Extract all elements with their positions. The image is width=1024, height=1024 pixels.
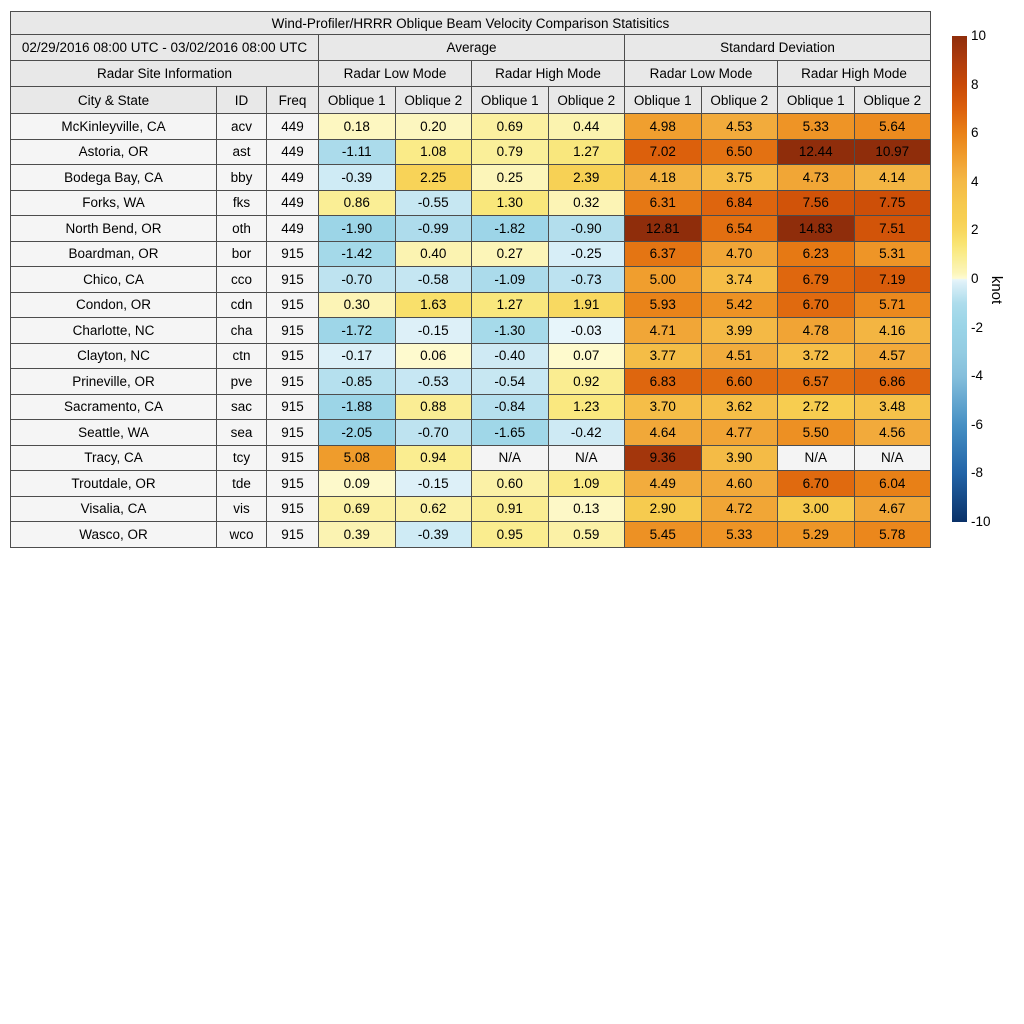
value-cell: -0.42 bbox=[548, 420, 625, 446]
value-cell: 0.27 bbox=[472, 241, 549, 267]
colorbar-axis-label: knot bbox=[988, 275, 1005, 305]
value-cell: 2.72 bbox=[778, 394, 855, 420]
group-header-row bbox=[11, 35, 931, 61]
value-cell: -0.84 bbox=[472, 394, 549, 420]
group-header-standard-deviation: Standard Deviation bbox=[625, 35, 931, 61]
value-cell: 0.94 bbox=[395, 445, 472, 471]
table-row bbox=[11, 445, 931, 471]
page-title: Wind-Profiler/HRRR Oblique Beam Velocity Comparison Statisitics bbox=[11, 12, 931, 35]
value-cell: N/A bbox=[778, 445, 855, 471]
value-cell: 4.71 bbox=[625, 318, 702, 344]
cell-id: cha bbox=[217, 318, 267, 344]
cell-id: vis bbox=[217, 496, 267, 522]
cell-city: Condon, OR bbox=[11, 292, 217, 318]
cell-city: North Bend, OR bbox=[11, 216, 217, 242]
title-row bbox=[11, 12, 931, 35]
value-cell: 0.13 bbox=[548, 496, 625, 522]
value-cell: 6.79 bbox=[778, 267, 855, 293]
value-cell: 3.48 bbox=[854, 394, 931, 420]
mode-header-row bbox=[11, 61, 931, 87]
value-cell: 7.02 bbox=[625, 139, 702, 165]
value-cell: 1.23 bbox=[548, 394, 625, 420]
value-cell: 0.44 bbox=[548, 114, 625, 140]
cell-city: Charlotte, NC bbox=[11, 318, 217, 344]
cell-freq: 915 bbox=[267, 445, 319, 471]
cell-city: Tracy, CA bbox=[11, 445, 217, 471]
cell-city: Astoria, OR bbox=[11, 139, 217, 165]
value-cell: -0.39 bbox=[319, 165, 396, 191]
cell-freq: 915 bbox=[267, 471, 319, 497]
column-header-row bbox=[11, 87, 931, 114]
col-header-oblique: Oblique 2 bbox=[395, 87, 472, 114]
value-cell: 5.78 bbox=[854, 522, 931, 548]
value-cell: 4.98 bbox=[625, 114, 702, 140]
value-cell: -1.88 bbox=[319, 394, 396, 420]
value-cell: 4.18 bbox=[625, 165, 702, 191]
cell-city: Prineville, OR bbox=[11, 369, 217, 395]
table-row bbox=[11, 318, 931, 344]
colorbar-tick-label: 2 bbox=[971, 222, 979, 238]
value-cell: 4.72 bbox=[701, 496, 778, 522]
cell-freq: 915 bbox=[267, 496, 319, 522]
value-cell: 0.69 bbox=[472, 114, 549, 140]
value-cell: 7.56 bbox=[778, 190, 855, 216]
cell-id: pve bbox=[217, 369, 267, 395]
col-header-oblique: Oblique 1 bbox=[319, 87, 396, 114]
value-cell: 5.64 bbox=[854, 114, 931, 140]
cell-freq: 915 bbox=[267, 343, 319, 369]
value-cell: -0.25 bbox=[548, 241, 625, 267]
value-cell: -0.58 bbox=[395, 267, 472, 293]
value-cell: 6.70 bbox=[778, 471, 855, 497]
cell-freq: 915 bbox=[267, 522, 319, 548]
value-cell: 4.60 bbox=[701, 471, 778, 497]
value-cell: 5.93 bbox=[625, 292, 702, 318]
table-row bbox=[11, 165, 931, 191]
colorbar-tick-label: 10 bbox=[971, 28, 987, 43]
value-cell: -1.30 bbox=[472, 318, 549, 344]
value-cell: 4.53 bbox=[701, 114, 778, 140]
value-cell: 7.75 bbox=[854, 190, 931, 216]
colorbar-tick-label: -10 bbox=[971, 514, 991, 529]
col-header-oblique: Oblique 2 bbox=[548, 87, 625, 114]
cell-city: Wasco, OR bbox=[11, 522, 217, 548]
value-cell: -0.15 bbox=[395, 471, 472, 497]
cell-id: tde bbox=[217, 471, 267, 497]
value-cell: 1.27 bbox=[548, 139, 625, 165]
cell-freq: 449 bbox=[267, 139, 319, 165]
value-cell: N/A bbox=[548, 445, 625, 471]
cell-id: acv bbox=[217, 114, 267, 140]
value-cell: 1.09 bbox=[548, 471, 625, 497]
value-cell: 6.54 bbox=[701, 216, 778, 242]
value-cell: 6.50 bbox=[701, 139, 778, 165]
table-row bbox=[11, 190, 931, 216]
value-cell: -0.90 bbox=[548, 216, 625, 242]
value-cell: 0.07 bbox=[548, 343, 625, 369]
value-cell: 5.00 bbox=[625, 267, 702, 293]
value-cell: 0.59 bbox=[548, 522, 625, 548]
value-cell: -2.05 bbox=[319, 420, 396, 446]
table-row bbox=[11, 394, 931, 420]
value-cell: 0.18 bbox=[319, 114, 396, 140]
value-cell: 0.88 bbox=[395, 394, 472, 420]
value-cell: 4.77 bbox=[701, 420, 778, 446]
value-cell: 6.37 bbox=[625, 241, 702, 267]
table-row bbox=[11, 216, 931, 242]
value-cell: 5.42 bbox=[701, 292, 778, 318]
cell-freq: 449 bbox=[267, 190, 319, 216]
value-cell: 6.04 bbox=[854, 471, 931, 497]
table-row bbox=[11, 241, 931, 267]
value-cell: 12.81 bbox=[625, 216, 702, 242]
cell-freq: 449 bbox=[267, 165, 319, 191]
value-cell: 4.14 bbox=[854, 165, 931, 191]
cell-freq: 915 bbox=[267, 292, 319, 318]
cell-freq: 915 bbox=[267, 318, 319, 344]
cell-id: cdn bbox=[217, 292, 267, 318]
cell-id: tcy bbox=[217, 445, 267, 471]
value-cell: 4.73 bbox=[778, 165, 855, 191]
table-row bbox=[11, 496, 931, 522]
cell-city: Boardman, OR bbox=[11, 241, 217, 267]
value-cell: 1.30 bbox=[472, 190, 549, 216]
value-cell: 12.44 bbox=[778, 139, 855, 165]
cell-city: Bodega Bay, CA bbox=[11, 165, 217, 191]
value-cell: 2.39 bbox=[548, 165, 625, 191]
table-row bbox=[11, 369, 931, 395]
value-cell: 6.84 bbox=[701, 190, 778, 216]
value-cell: 5.08 bbox=[319, 445, 396, 471]
cell-city: Forks, WA bbox=[11, 190, 217, 216]
value-cell: 4.49 bbox=[625, 471, 702, 497]
comparison-table bbox=[10, 11, 931, 548]
value-cell: -0.54 bbox=[472, 369, 549, 395]
col-header-freq: Freq bbox=[267, 87, 319, 114]
col-header-oblique: Oblique 2 bbox=[701, 87, 778, 114]
table-body bbox=[11, 114, 931, 548]
cell-city: Visalia, CA bbox=[11, 496, 217, 522]
value-cell: 3.62 bbox=[701, 394, 778, 420]
value-cell: 5.33 bbox=[778, 114, 855, 140]
value-cell: -0.15 bbox=[395, 318, 472, 344]
value-cell: 2.90 bbox=[625, 496, 702, 522]
value-cell: 5.45 bbox=[625, 522, 702, 548]
cell-id: fks bbox=[217, 190, 267, 216]
table-row bbox=[11, 267, 931, 293]
cell-freq: 915 bbox=[267, 241, 319, 267]
value-cell: 5.33 bbox=[701, 522, 778, 548]
value-cell: 3.90 bbox=[701, 445, 778, 471]
table-header bbox=[11, 12, 931, 114]
value-cell: 0.06 bbox=[395, 343, 472, 369]
value-cell: -0.99 bbox=[395, 216, 472, 242]
cell-id: bby bbox=[217, 165, 267, 191]
value-cell: 5.29 bbox=[778, 522, 855, 548]
cell-freq: 915 bbox=[267, 369, 319, 395]
cell-city: Chico, CA bbox=[11, 267, 217, 293]
value-cell: 0.79 bbox=[472, 139, 549, 165]
cell-city: Seattle, WA bbox=[11, 420, 217, 446]
colorbar bbox=[952, 36, 967, 522]
value-cell: 5.31 bbox=[854, 241, 931, 267]
value-cell: 0.20 bbox=[395, 114, 472, 140]
table-row bbox=[11, 343, 931, 369]
cell-id: sac bbox=[217, 394, 267, 420]
value-cell: 0.69 bbox=[319, 496, 396, 522]
colorbar-tick-label: 4 bbox=[971, 173, 979, 189]
cell-id: bor bbox=[217, 241, 267, 267]
value-cell: 4.67 bbox=[854, 496, 931, 522]
cell-city: Troutdale, OR bbox=[11, 471, 217, 497]
value-cell: -0.53 bbox=[395, 369, 472, 395]
value-cell: -0.40 bbox=[472, 343, 549, 369]
value-cell: -0.03 bbox=[548, 318, 625, 344]
value-cell: 6.31 bbox=[625, 190, 702, 216]
value-cell: -1.65 bbox=[472, 420, 549, 446]
value-cell: 1.91 bbox=[548, 292, 625, 318]
value-cell: 0.39 bbox=[319, 522, 396, 548]
value-cell: 3.77 bbox=[625, 343, 702, 369]
value-cell: -0.85 bbox=[319, 369, 396, 395]
cell-freq: 915 bbox=[267, 267, 319, 293]
table-row bbox=[11, 420, 931, 446]
value-cell: 7.51 bbox=[854, 216, 931, 242]
value-cell: 4.78 bbox=[778, 318, 855, 344]
col-header-city-state: City & State bbox=[11, 87, 217, 114]
site-info-header: Radar Site Information bbox=[11, 61, 319, 87]
value-cell: 6.86 bbox=[854, 369, 931, 395]
col-header-id: ID bbox=[217, 87, 267, 114]
value-cell: -1.82 bbox=[472, 216, 549, 242]
cell-id: wco bbox=[217, 522, 267, 548]
value-cell: 1.27 bbox=[472, 292, 549, 318]
value-cell: 6.70 bbox=[778, 292, 855, 318]
value-cell: 4.51 bbox=[701, 343, 778, 369]
value-cell: 3.75 bbox=[701, 165, 778, 191]
mode-header-avg-high: Radar High Mode bbox=[472, 61, 625, 87]
value-cell: -0.55 bbox=[395, 190, 472, 216]
colorbar-tick-label: -2 bbox=[971, 319, 984, 335]
value-cell: 0.60 bbox=[472, 471, 549, 497]
colorbar-tick-label: -4 bbox=[971, 368, 984, 384]
value-cell: -1.42 bbox=[319, 241, 396, 267]
value-cell: 3.72 bbox=[778, 343, 855, 369]
cell-city: Sacramento, CA bbox=[11, 394, 217, 420]
cell-id: ast bbox=[217, 139, 267, 165]
colorbar-tick-label: 6 bbox=[971, 125, 979, 141]
colorbar-tick-label: -6 bbox=[971, 416, 984, 432]
value-cell: 6.60 bbox=[701, 369, 778, 395]
value-cell: 0.95 bbox=[472, 522, 549, 548]
col-header-oblique: Oblique 2 bbox=[854, 87, 931, 114]
value-cell: 1.08 bbox=[395, 139, 472, 165]
value-cell: 3.74 bbox=[701, 267, 778, 293]
value-cell: 0.62 bbox=[395, 496, 472, 522]
col-header-oblique: Oblique 1 bbox=[472, 87, 549, 114]
value-cell: -0.70 bbox=[395, 420, 472, 446]
value-cell: -1.72 bbox=[319, 318, 396, 344]
mode-header-avg-low: Radar Low Mode bbox=[319, 61, 472, 87]
mode-header-std-low: Radar Low Mode bbox=[625, 61, 778, 87]
value-cell: 6.83 bbox=[625, 369, 702, 395]
value-cell: 6.23 bbox=[778, 241, 855, 267]
table-row bbox=[11, 114, 931, 140]
value-cell: 0.91 bbox=[472, 496, 549, 522]
cell-id: cco bbox=[217, 267, 267, 293]
table-row bbox=[11, 292, 931, 318]
value-cell: 3.00 bbox=[778, 496, 855, 522]
mode-header-std-high: Radar High Mode bbox=[778, 61, 931, 87]
table-row bbox=[11, 139, 931, 165]
value-cell: -0.39 bbox=[395, 522, 472, 548]
value-cell: 2.25 bbox=[395, 165, 472, 191]
value-cell: 3.70 bbox=[625, 394, 702, 420]
value-cell: 5.50 bbox=[778, 420, 855, 446]
col-header-oblique: Oblique 1 bbox=[778, 87, 855, 114]
value-cell: 10.97 bbox=[854, 139, 931, 165]
cell-freq: 915 bbox=[267, 394, 319, 420]
colorbar-tick-label: -8 bbox=[971, 465, 984, 481]
value-cell: N/A bbox=[472, 445, 549, 471]
value-cell: 4.16 bbox=[854, 318, 931, 344]
value-cell: 3.99 bbox=[701, 318, 778, 344]
value-cell: 0.09 bbox=[319, 471, 396, 497]
value-cell: -1.09 bbox=[472, 267, 549, 293]
cell-id: sea bbox=[217, 420, 267, 446]
value-cell: -0.70 bbox=[319, 267, 396, 293]
cell-city: McKinleyville, CA bbox=[11, 114, 217, 140]
value-cell: 4.57 bbox=[854, 343, 931, 369]
value-cell: 0.30 bbox=[319, 292, 396, 318]
value-cell: 1.63 bbox=[395, 292, 472, 318]
table-row bbox=[11, 522, 931, 548]
value-cell: N/A bbox=[854, 445, 931, 471]
value-cell: 4.70 bbox=[701, 241, 778, 267]
group-header-average: Average bbox=[319, 35, 625, 61]
cell-freq: 915 bbox=[267, 420, 319, 446]
table-row bbox=[11, 471, 931, 497]
cell-city: Clayton, NC bbox=[11, 343, 217, 369]
value-cell: 0.25 bbox=[472, 165, 549, 191]
cell-id: oth bbox=[217, 216, 267, 242]
value-cell: 9.36 bbox=[625, 445, 702, 471]
value-cell: 4.64 bbox=[625, 420, 702, 446]
cell-id: ctn bbox=[217, 343, 267, 369]
value-cell: 0.86 bbox=[319, 190, 396, 216]
value-cell: -0.73 bbox=[548, 267, 625, 293]
value-cell: -0.17 bbox=[319, 343, 396, 369]
value-cell: 4.56 bbox=[854, 420, 931, 446]
value-cell: 0.40 bbox=[395, 241, 472, 267]
value-cell: 14.83 bbox=[778, 216, 855, 242]
value-cell: 5.71 bbox=[854, 292, 931, 318]
colorbar-tick-label: 8 bbox=[971, 76, 979, 92]
value-cell: -1.90 bbox=[319, 216, 396, 242]
value-cell: 0.92 bbox=[548, 369, 625, 395]
cell-freq: 449 bbox=[267, 216, 319, 242]
colorbar-tick-label: 0 bbox=[971, 271, 979, 286]
value-cell: 7.19 bbox=[854, 267, 931, 293]
cell-freq: 449 bbox=[267, 114, 319, 140]
col-header-oblique: Oblique 1 bbox=[625, 87, 702, 114]
date-range: 02/29/2016 08:00 UTC - 03/02/2016 08:00 UTC bbox=[11, 35, 319, 61]
value-cell: -1.11 bbox=[319, 139, 396, 165]
value-cell: 6.57 bbox=[778, 369, 855, 395]
value-cell: 0.32 bbox=[548, 190, 625, 216]
